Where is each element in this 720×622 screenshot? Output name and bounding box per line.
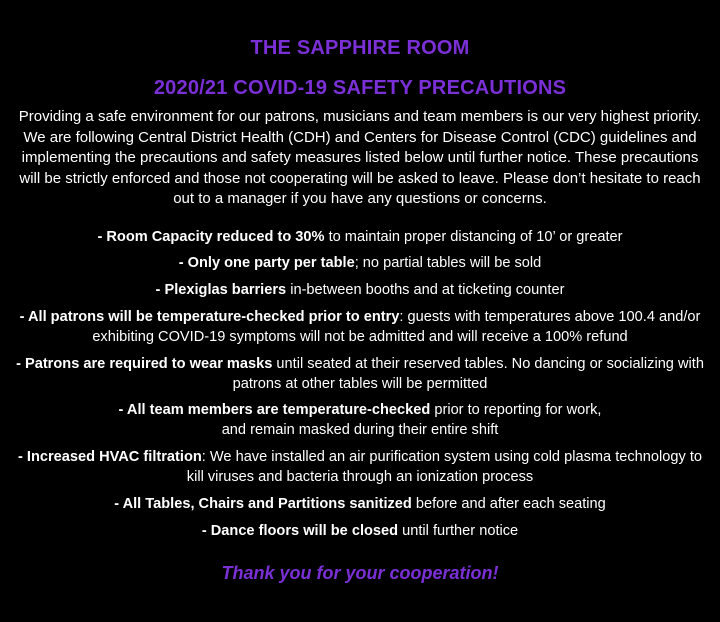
intro-paragraph: Providing a safe environment for our patrons, musicians and team members is our very highest priority. We are following Central District Health (CDH) and Centers for Disease Control (CDC) guidelines and implementing the precautions and safety measures listed below until further notice. These precautions will be strictly enforced and those not cooperating will be asked to leave. Please don’t hesitate to reach out to a manager if you have any questions or concerns. bbox=[18, 108, 702, 207]
precaution-text: until further notice bbox=[398, 522, 519, 539]
precaution-one-party bbox=[10, 253, 710, 273]
precaution-bold: - Only one party per table bbox=[178, 255, 355, 272]
venue-title: THE SAPPHIRE ROOM bbox=[250, 37, 470, 59]
precaution-dance-floors bbox=[10, 521, 710, 541]
precaution-temperature-check bbox=[10, 307, 710, 347]
precaution-text: prior to reporting for work, bbox=[430, 402, 602, 419]
precaution-bold: - All patrons will be temperature-checked prior to entry bbox=[19, 308, 400, 325]
precaution-text: before and after each seating bbox=[411, 496, 606, 513]
page-title: 2020/21 COVID-19 SAFETY PRECAUTIONS bbox=[153, 77, 567, 99]
precaution-text: : We have installed an air purification system using cold plasma technology to kill viruses and bacteria through an ionization process bbox=[186, 449, 703, 486]
precaution-sanitized bbox=[10, 494, 710, 514]
precaution-text: to maintain proper distancing of 10’ or greater bbox=[324, 228, 623, 245]
precaution-text: : guests with temperatures above 100.4 and/or exhibiting COVID-19 symptoms will not be admitted and will receive a 100% refund bbox=[92, 308, 701, 345]
precaution-text: ; no partial tables will be sold bbox=[354, 255, 542, 272]
precaution-bold: - All Tables, Chairs and Partitions sanitized bbox=[114, 496, 412, 513]
precaution-masks bbox=[10, 354, 710, 394]
precaution-text: until seated at their reserved tables. No dancing or socializing with patrons at other tables will be permitted bbox=[232, 355, 704, 392]
thank-you-message: Thank you for your cooperation! bbox=[221, 562, 499, 583]
precaution-bold: - Plexiglas barriers bbox=[155, 282, 287, 299]
precaution-bold: - Patrons are required to wear masks bbox=[16, 355, 273, 372]
precaution-bold: - Dance floors will be closed bbox=[201, 522, 399, 539]
precaution-team-members bbox=[10, 400, 710, 440]
precaution-text-line2: and remain masked during their entire shift bbox=[221, 422, 499, 439]
precaution-capacity bbox=[10, 227, 710, 247]
precaution-hvac bbox=[10, 447, 710, 487]
precautions-list bbox=[0, 227, 720, 541]
precaution-bold: - Increased HVAC filtration bbox=[17, 449, 202, 466]
precaution-plexiglas bbox=[10, 280, 710, 300]
precaution-text: in-between booths and at ticketing counter bbox=[286, 282, 565, 299]
precaution-bold: - Room Capacity reduced to 30% bbox=[97, 228, 325, 245]
precaution-bold: - All team members are temperature-checked bbox=[118, 402, 431, 419]
